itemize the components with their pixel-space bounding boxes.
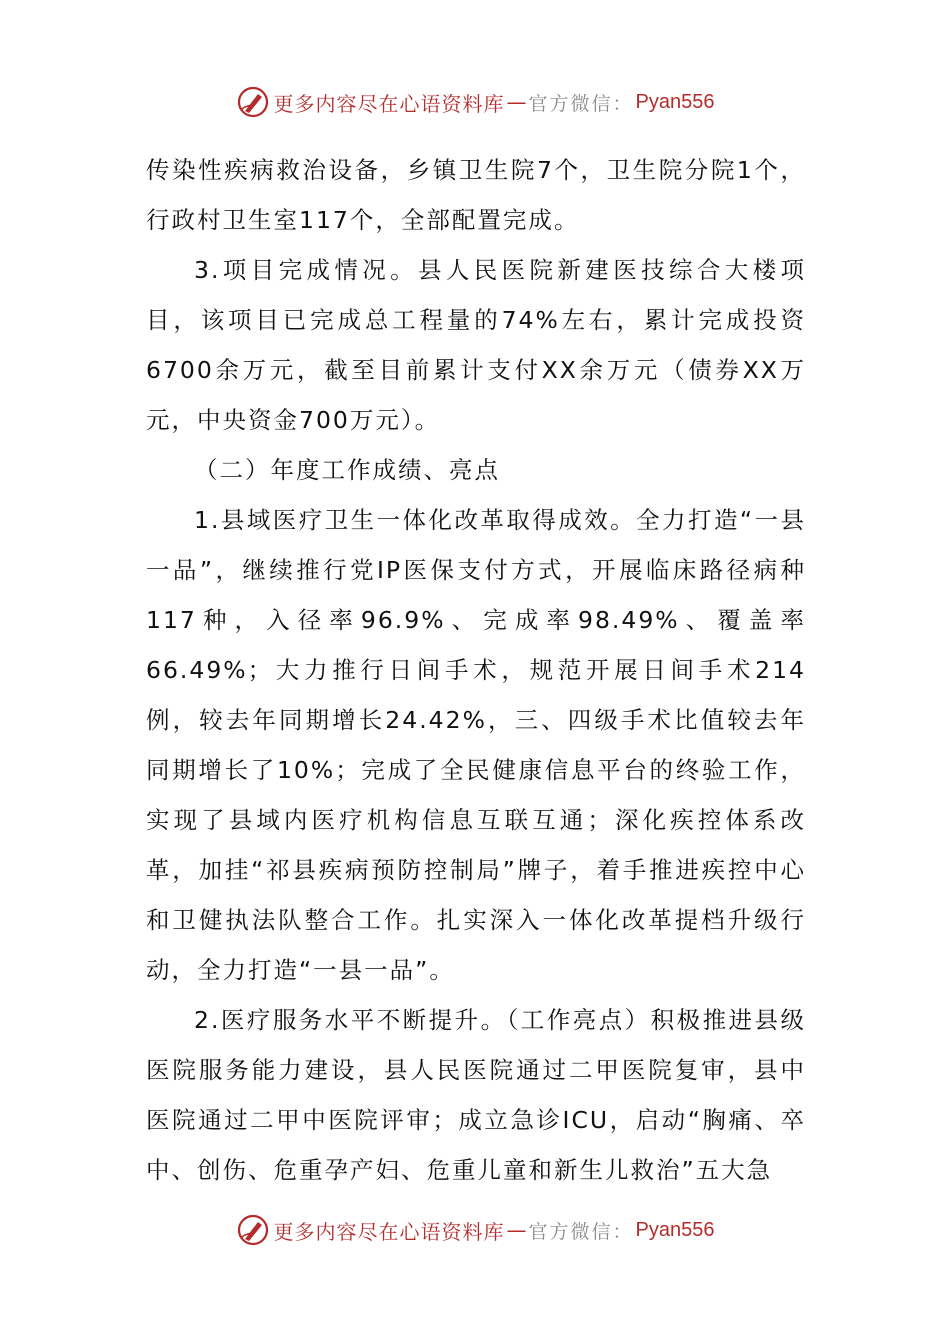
banner-wechat-label: 官方微信： xyxy=(528,1220,634,1243)
banner-dash: — xyxy=(506,90,527,114)
paragraph-medical-service: 2.医疗服务水平不断提升。（工作亮点）积极推进县级医院服务能力建设，县人民医院通过二甲医院复审，县中医院通过二甲中医院评审；成立急诊ICU，启动“胸痛、卒中、创伤、危重孕产妇、危重儿童和新生儿救治”五大急 xyxy=(146,1006,806,1184)
banner-site-text: 更多内容尽在心语资料库 xyxy=(273,1219,505,1244)
banner-site-text: 更多内容尽在心语资料库 xyxy=(273,91,505,116)
section-heading: （二）年度工作成绩、亮点 xyxy=(194,456,500,484)
paragraph-project-status: 3.项目完成情况。县人民医院新建医技综合大楼项目，该项目已完成总工程量的74%左右，累计完成投资6700余万元，截至目前累计支付XX余万元（债券XX万元，中央资金700万元）。 xyxy=(146,256,806,434)
footer-banner xyxy=(0,1210,950,1250)
paragraph-continuation: 传染性疾病救治设备，乡镇卫生院7个，卫生院分院1个，行政村卫生室117个，全部配置完成。 xyxy=(146,156,806,234)
banner-wechat-label: 官方微信： xyxy=(528,92,634,115)
banner-wechat-id: Pyan556 xyxy=(635,1218,715,1241)
header-banner xyxy=(0,82,950,122)
paragraph-reform-results: 1.县域医疗卫生一体化改革取得成效。全力打造“一县一品”，继续推行党IP医保支付方式，开展临床路径病种117种，入径率96.9%、完成率98.49%、覆盖率66.49%；大力推行日间手术，规范开展日间手术214例，较去年同期增长24.42%，三、四级手术比值较去年同期增长了10%；完成了全民健康信息平台的终验工作，实现了县域内医疗机构信息互联互通；深化疾控体系改革，加挂“祁县疾病预防控制局”牌子，着手推进疾控中心和卫健执法队整合工作。扎实深入一体化改革提档升级行动，全力打造“一县一品”。 xyxy=(146,506,806,984)
pen-logo-icon xyxy=(236,85,270,119)
banner-dash: — xyxy=(506,1218,527,1242)
pen-logo-icon xyxy=(236,1213,270,1247)
banner-wechat-id: Pyan556 xyxy=(635,90,715,113)
document-body xyxy=(146,145,806,1195)
